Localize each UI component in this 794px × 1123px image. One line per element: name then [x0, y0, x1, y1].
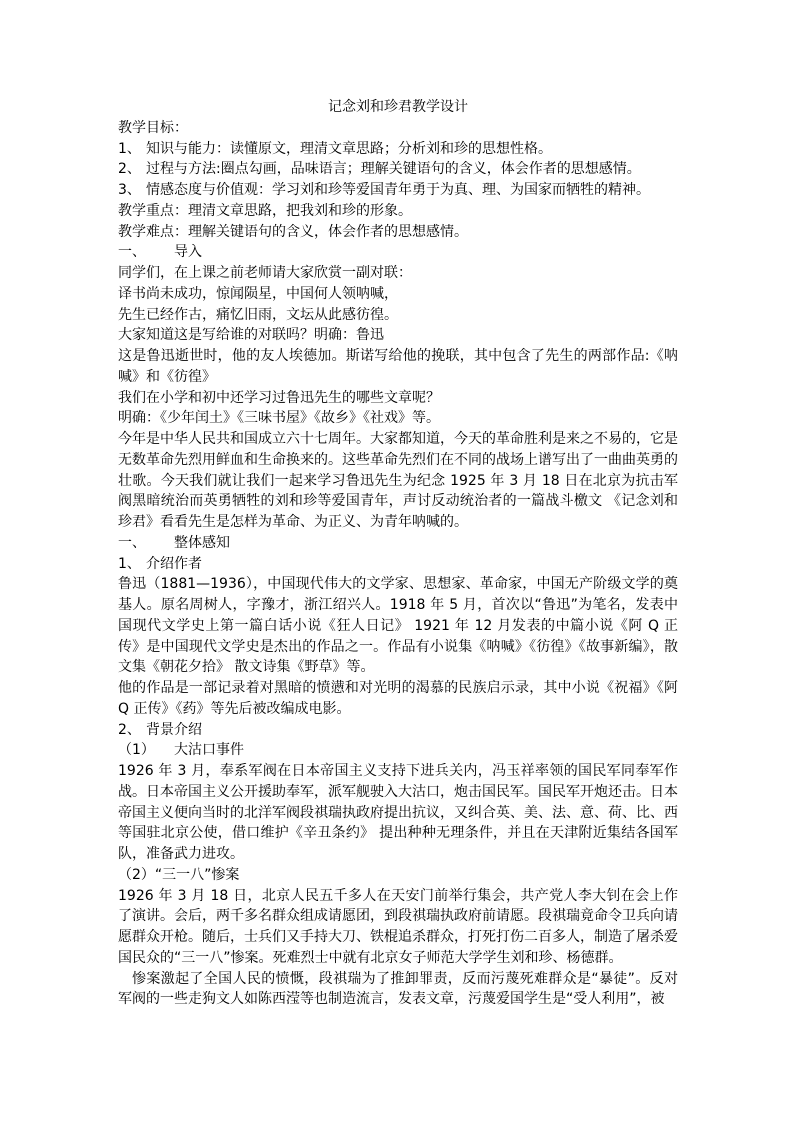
- objective-item: [118, 139, 678, 160]
- event1-paragraph: 1926 年 3 月，奉系军阀在日本帝国主义支持下进兵关内，冯玉祥率领的国民军同奉军作战。日本帝国主义公开援助奉军，派军舰驶入大沽口，炮击国民军。国民军开炮还击。日本帝国主义便向当时的北洋军阀段祺瑞执政府提出抗议，又纠合英、美、法、意、荷、比、西等国驻北京公使，借口维护《辛丑条约》 提出种种无理条件，并且在天津附近集结各国军队，准备武力进攻。: [118, 763, 678, 862]
- question-line: 我们在小学和初中还学习过鲁迅先生的哪些文章呢？: [118, 389, 440, 406]
- intro-line: 大家知道这是写给谁的对联吗？明确：鲁迅: [118, 327, 384, 344]
- intro-line: 同学们，在上课之前老师请大家欣赏一副对联：: [118, 265, 412, 281]
- objective-number: 3、: [118, 182, 141, 198]
- background-heading: [118, 720, 678, 741]
- objectives-heading: 教学目标：: [118, 119, 188, 136]
- subsection-title: 介绍作者: [146, 555, 202, 572]
- subsection-number: 1、: [118, 555, 141, 572]
- difficulty-point: 教学难点：理解关键语句的含义，体会作者的思想感情。: [118, 223, 468, 240]
- subsection-title: 背景介绍: [146, 721, 202, 738]
- document-title: 记念刘和珍君教学设计: [328, 99, 468, 115]
- event2-paragraph: 1926 年 3 月 18 日，北京人民五千多人在天安门前举行集会，共产党人李大钊在会上作了演讲。会后，两千多名群众组成请愿团，到段祺瑞执政府前请愿。段祺瑞竟命令卫兵向请愿群众开枪。随后，士兵们又手持大刀、铁棍追杀群众，打死打伤二百多人，制造了屠杀爱国民众的“三一八”惨案。死难烈士中就有北京女子师范大学学生刘和珍、杨德群。: [118, 887, 678, 966]
- subsection-number: 2、: [118, 721, 141, 738]
- anniversary-paragraph: 今年是中华人民共和国成立六十七周年。大家都知道，今天的革命胜利是来之不易的，它是无数革命先烈用鲜血和生命换来的。这些革命先烈们在不同的战场上谱写出了一曲曲英勇的壮歌。今天我们就让我们一起来学习鲁迅先生为纪念 1925 年 3 月 18 日在北京为抗击军阀黑暗统治而英勇牺牲的刘和珍等爱国青年，声讨反动统治者的一篇战斗檄文 《记念刘和珍君》看看先生是怎样为革命、为正义、为青年呐喊的。: [118, 431, 678, 530]
- author-paragraph: 鲁迅（1881—1936），中国现代伟大的文学家、思想家、革命家，中国无产阶级文学的奠基人。原名周树人，字豫才，浙江绍兴人。1918 年 5 月，首次以“鲁迅”为笔名，发表中国现代文学史上第一篇白话小说《狂人日记》 1921 年 12 月发表的中篇小说《阿 Q 正传》是中国现代文学史是杰出的作品之一。作品有小说集《呐喊》《彷徨》《故事新编》，散文集《朝花夕拾》 散文诗集《野草》等。: [118, 576, 678, 676]
- couplet-line: 译书尚未成功，惊闻陨星，中国何人领呐喊，: [118, 285, 398, 302]
- event1-heading: [118, 740, 678, 761]
- section-number: 一、: [118, 534, 146, 551]
- section-heading-intro: [118, 242, 678, 263]
- couplet-line: 先生已经作古，痛忆旧雨，文坛从此感彷徨。: [118, 306, 398, 323]
- section-number: 一、: [118, 244, 146, 261]
- objective-number: 2、: [118, 161, 141, 178]
- couplet-explanation: 这是鲁迅逝世时，他的友人埃德加。斯诺写给他的挽联，其中包含了先生的两部作品:《呐喊》和《彷徨》: [118, 348, 678, 385]
- author-heading: [118, 554, 678, 575]
- objective-text: 情感态度与价值观：学习刘和珍等爱国青年勇于为真、理、为国家而牺牲的精神。: [146, 182, 650, 198]
- objective-text: 过程与方法:圈点勾画，品味语言；理解关键语句的含义，体会作者的思想感情。: [146, 161, 641, 178]
- event-number: （1）: [118, 742, 155, 759]
- event2-heading: （2）“三一八”惨案: [118, 866, 240, 883]
- document-body: [118, 97, 678, 1010]
- objective-text: 知识与能力：读懂原文，理清文章思路；分析刘和珍的思想性格。: [146, 140, 552, 157]
- section-title: 导入: [174, 244, 202, 261]
- aftermath-paragraph: 惨案激起了全国人民的愤慨，段祺瑞为了推卸罪责，反而污蔑死难群众是“暴徒”。反对军阀的一些走狗文人如陈西滢等也制造流言，发表文章，污蔑爱国学生是“受人利用”，被: [118, 970, 678, 1008]
- event-title: 大沽口事件: [174, 742, 244, 759]
- section-title: 整体感知: [174, 534, 230, 551]
- objective-item: [118, 180, 678, 201]
- answer-line: 明确：《少年闰土》《三味书屋》《故乡》《社戏》等。: [118, 410, 440, 427]
- objective-item: [118, 159, 678, 180]
- key-point: 教学重点：理清文章思路，把我刘和珍的形象。: [118, 202, 412, 219]
- objective-number: 1、: [118, 140, 141, 157]
- works-paragraph: 他的作品是一部记录着对黑暗的愤懑和对光明的渴慕的民族启示录，其中小说《祝福》《阿 Q 正传》《药》等先后被改编成电影。: [118, 680, 678, 717]
- section-heading-overview: [118, 533, 678, 554]
